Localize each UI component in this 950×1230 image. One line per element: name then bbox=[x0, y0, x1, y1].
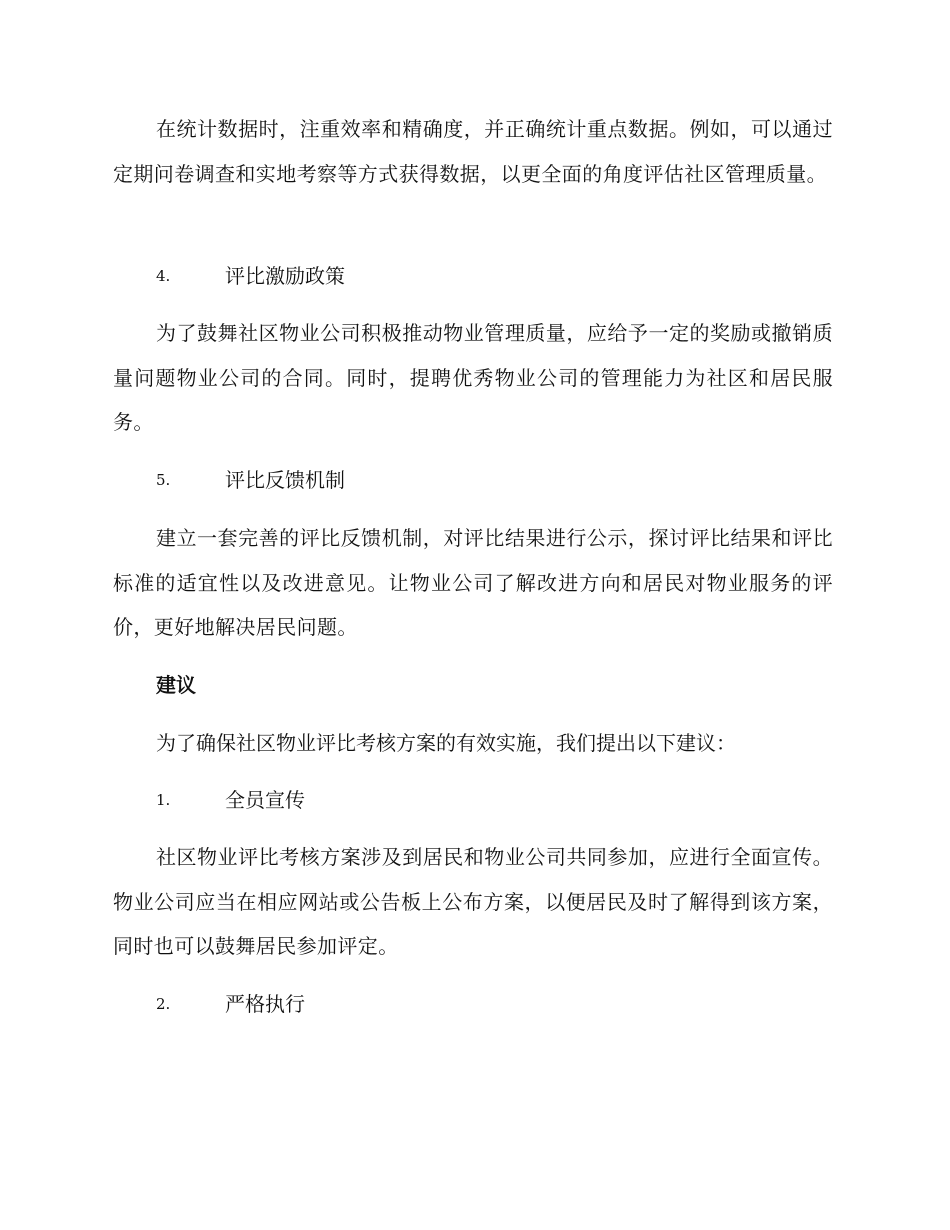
paragraph-statistics: 在统计数据时，注重效率和精确度，并正确统计重点数据。例如，可以通过定期问卷调查和实地考察等方式获得数据，以更全面的角度评估社区管理质量。 bbox=[113, 117, 833, 186]
list-label: 全员宣传 bbox=[225, 788, 305, 812]
list-number: 4. bbox=[156, 267, 171, 285]
paragraph-incentive: 为了鼓舞社区物业公司积极推动物业管理质量，应给予一定的奖励或撤销质量问题物业公司的合同。同时，提聘优秀物业公司的管理能力为社区和居民服务。 bbox=[113, 321, 833, 434]
list-number: 1. bbox=[156, 791, 171, 809]
list-number: 5. bbox=[156, 471, 171, 489]
list-label: 评比反馈机制 bbox=[225, 468, 345, 492]
paragraph-feedback: 建立一套完善的评比反馈机制，对评比结果进行公示，探讨评比结果和评比标准的适宜性以及改进意见。让物业公司了解改进方向和居民对物业服务的评价，更好地解决居民问题。 bbox=[113, 526, 833, 639]
list-label: 评比激励政策 bbox=[225, 264, 345, 288]
paragraph-intro: 为了确保社区物业评比考核方案的有效实施，我们提出以下建议： bbox=[156, 731, 736, 755]
list-number: 2. bbox=[156, 995, 171, 1013]
list-label: 严格执行 bbox=[225, 992, 305, 1016]
paragraph-publicity: 社区物业评比考核方案涉及到居民和物业公司共同参加，应进行全面宣传。物业公司应当在相应网站或公告板上公布方案，以便居民及时了解得到该方案，同时也可以鼓舞居民参加评定。 bbox=[113, 845, 833, 958]
section-heading-suggestions: 建议 bbox=[156, 673, 196, 697]
